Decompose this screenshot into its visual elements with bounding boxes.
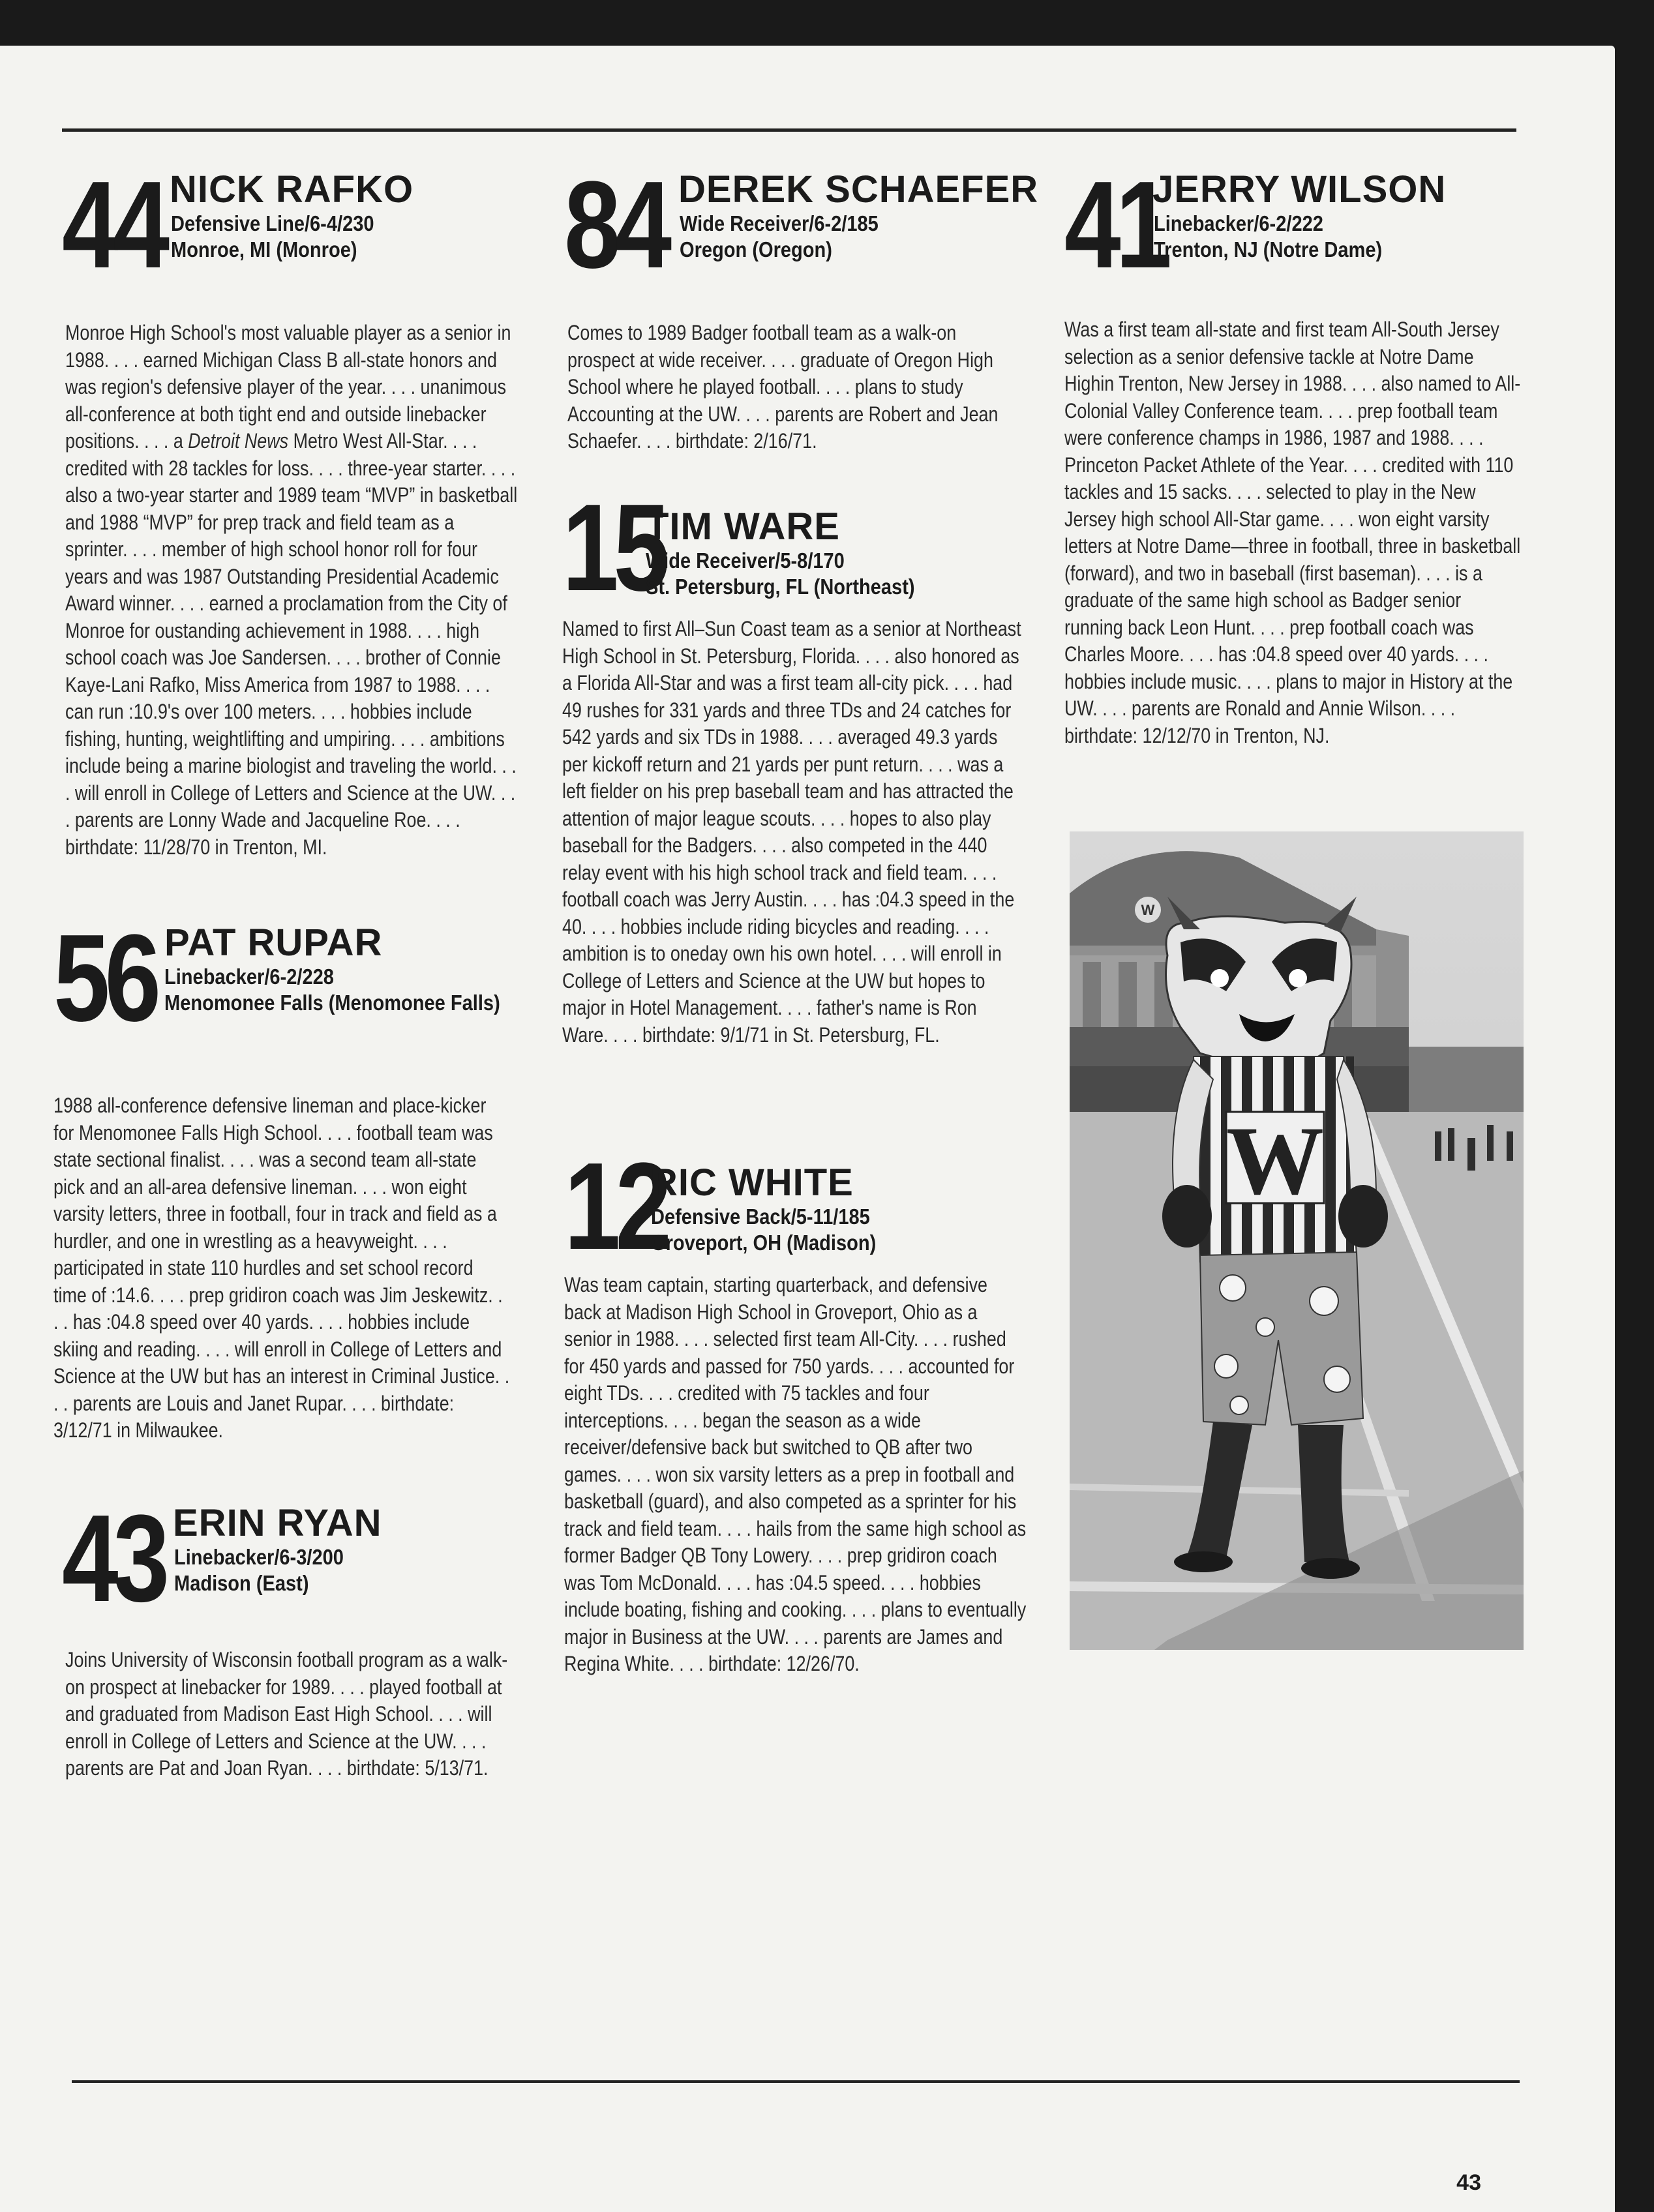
player-position: Defensive Back/5-11/185 — [651, 1204, 870, 1229]
player-bio: Named to first All–Sun Coast team as a senior at Northeast High School in St. Petersburg, Florida. . . . also honored as a Florida All-Star and was a first team all-city pick. . . . had 49 rushes for 331 yards and three TDs and 24 catches for 542 yards and six TDs in 1988. . . . averaged 49.3 yards per kickoff return and 21 yards per punt return. . . . was a left fielder on his prep baseball team and has attracted the attention of major league scouts. . . . hopes to also play baseball for the Badgers. . . . also competed in the 440 relay event with his high school track and field team. . . . football coach was Jerry Austin. . . . has :04.3 speed in the 40. . . . hobbies include riding bicycles and reading. . . . ambition is to oneday own his own hotel. . . . will enroll in College of Letters and Science at the UW but hopes to major in Hotel Management. . . . father's name is Ron Ware. . . . birthdate: 9/1/71 in St. Petersburg, FL. — [562, 617, 1021, 1047]
jersey-number: 12 — [564, 1137, 667, 1276]
player-pat-rupar — [53, 909, 523, 1442]
player-position: Wide Receiver/5-8/170 — [646, 548, 845, 573]
player-ric-white — [564, 1115, 1034, 1675]
player-bio: Was team captain, starting quarterback, and defensive back at Madison High School in Groveport, Ohio as a senior in 1988. . . . selected first team All-City. . . . rushed for 450 yards and passed for 750 yards. . . . accounted for eight TDs. . . . credited with 75 tackles and four interceptions. . . . began the season as a wide receiver/defensive back but switched to QB after two games. . . . won six varsity letters as a prep in football and basketball (guard), and also competed as a sprinter for his track and field team. . . . hails from the same high school as former Badger QB Tony Lowery. . . . prep gridiron coach was Tom McDonald. . . . has :04.5 speed. . . . hobbies include boating, fishing and cooking. . . . plans to eventually major in Business at the UW. . . . parents are James and Regina White. . . . birthdate: 12/26/70. — [564, 1273, 1027, 1675]
player-name: RIC WHITE — [650, 1161, 854, 1204]
jersey-number: 84 — [564, 156, 667, 294]
player-hometown: Menomonee Falls (Menomonee Falls) — [164, 991, 500, 1015]
player-bio: 1988 all-conference defensive lineman and place-kicker for Menomonee Falls High School. . . . football team was state sectional finalist. . . . was a second team all-state pick and an all-area defensive lineman. . . . won eight varsity letters, three in football, four in track and field as a hurdler, and one in wrestling as a heavyweight. . . . participated in state 110 hurdles and set school record time of :14.6. . . . prep gridiron coach was Jim Jeskewitz. . . . has :04.8 speed over 40 yards. . . . hobbies include skiing and reading. . . . will enroll in College of Letters and Science at the UW but has an interest in Criminal Justice. . . . parents are Louis and Janet Rupar. . . . birthdate: 3/12/71 in Milwaukee. — [53, 1094, 510, 1442]
bio-text: Metro West All-Star. . . . credited with 28 tackles for loss. . . . three-year starter. . . . also a two-year starter and 1989 team “MVP” in basketball and 1988 “MVP” for prep track and field team as a sprinter. . . . member of high school honor roll for four years and was 1987 Outstanding Presidential Academic Award winner. . . . earned a proclamation from the City of Monroe for oustanding achievement in 1988. . . . high school coach was Joe Sandersen. . . . brother of Connie Kaye-Lani Rafko, Miss America from 1987 to 1988. . . . can run :10.9's over 100 meters. . . . hobbies include fishing, hunting, weightlifting and umpiring. . . . ambitions include being a marine biologist and traveling the world. . . . will enroll in College of Letters and Science at the UW. . . . parents are Lonny Wade and Jacqueline Roe. . . . birthdate: 11/28/70 in Trenton, MI. — [65, 429, 518, 859]
player-erin-ryan — [62, 1489, 519, 1780]
player-position: Defensive Line/6-4/230 — [171, 211, 374, 235]
jersey-number: 41 — [1064, 156, 1167, 294]
player-hometown: St. Petersburg, FL (Northeast) — [646, 575, 915, 599]
player-hometown: Trenton, NJ (Notre Dame) — [1154, 237, 1383, 262]
player-header — [62, 156, 519, 294]
player-hometown: Madison (East) — [174, 1571, 309, 1595]
mascot-illustration — [1070, 831, 1524, 1650]
jersey-number: 43 — [62, 1489, 164, 1628]
player-header — [62, 1489, 519, 1628]
player-bio: Joins University of Wisconsin football program as a walk-on prospect at linebacker for 1989. . . . played football at and graduated from Madison East High School. . . . will enroll in College of Letters and Science at the UW. . . . parents are Pat and Joan Ryan. . . . birthdate: 5/13/71. — [65, 1648, 508, 1780]
top-rule — [62, 128, 1516, 132]
player-bio — [65, 320, 520, 861]
player-position: Wide Receiver/6-2/185 — [680, 211, 879, 235]
player-derek-schaefer — [564, 156, 1039, 453]
player-header — [53, 909, 523, 1047]
player-name: PAT RUPAR — [164, 921, 383, 964]
player-position: Linebacker/6-2/228 — [164, 964, 334, 989]
player-tim-ware — [562, 463, 1032, 1047]
player-name: TIM WARE — [646, 505, 840, 548]
player-position: Linebacker/6-3/200 — [174, 1545, 344, 1569]
jersey-number: 15 — [562, 479, 665, 617]
player-header — [564, 1115, 1034, 1276]
player-bio: Comes to 1989 Badger football team as a walk-on prospect at wide receiver. . . . graduate of Oregon High School where he played football. . . . plans to study Accounting at the UW. . . . parents are Robert and Jean Schaefer. . . . birthdate: 2/16/71. — [567, 321, 999, 453]
player-position: Linebacker/6-2/222 — [1154, 211, 1323, 235]
player-name: DEREK SCHAEFER — [678, 168, 1039, 211]
player-name: JERRY WILSON — [1152, 168, 1447, 211]
player-bio: Was a first team all-state and first team All-South Jersey selection as a senior defensive tackle at Notre Dame Highin Trenton, New Jersey in 1988. . . . also named to All-Colonial Valley Conference team. . . . prep football team were conference champs in 1986, 1987 and 1988. . . . Princeton Packet Athlete of the Year. . . . credited with 110 tackles and 15 sacks. . . . selected to play in the New Jersey high school All-Star game. . . . won eight varsity letters at Notre Dame—three in football, three in basketball (forward), and two in baseball (first baseman). . . . is a graduate of the same high school as Badger senior running back Leon Hunt. . . . prep football coach was Charles Moore. . . . has :04.8 speed over 40 yards. . . . hobbies include music. . . . plans to major in History at the UW. . . . parents are Ronald and Annie Wilson. . . . birthdate: 12/12/70 in Trenton, NJ. — [1064, 318, 1521, 747]
banner-letter: W — [1141, 902, 1155, 918]
player-hometown: Oregon (Oregon) — [680, 237, 832, 262]
jersey-number: 56 — [53, 909, 156, 1047]
bottom-rule — [72, 2080, 1520, 2083]
player-header — [1064, 156, 1534, 294]
page — [0, 46, 1615, 2212]
player-hometown: Monroe, MI (Monroe) — [171, 237, 357, 262]
player-nick-rafko — [62, 156, 519, 859]
bio-text: Monroe High School's most valuable player as a senior in 1988. . . . earned Michigan Class B all-state honors and was region's defensive player of the year. . . . unanimous all-conference at both tight end and outside linebacker positions. . . . a — [65, 321, 511, 453]
bio-italic: Detroit News — [188, 429, 289, 453]
player-name: NICK RAFKO — [170, 168, 414, 211]
jersey-letter: W — [1226, 1107, 1324, 1215]
player-jerry-wilson — [1064, 156, 1534, 747]
mascot-photo — [1070, 831, 1524, 1650]
player-header — [564, 156, 1039, 294]
player-name: ERIN RYAN — [173, 1502, 382, 1544]
player-header — [562, 463, 1032, 617]
jersey-number: 44 — [62, 156, 164, 294]
player-hometown: Groveport, OH (Madison) — [651, 1231, 877, 1255]
page-number: 43 — [1456, 2170, 1481, 2195]
